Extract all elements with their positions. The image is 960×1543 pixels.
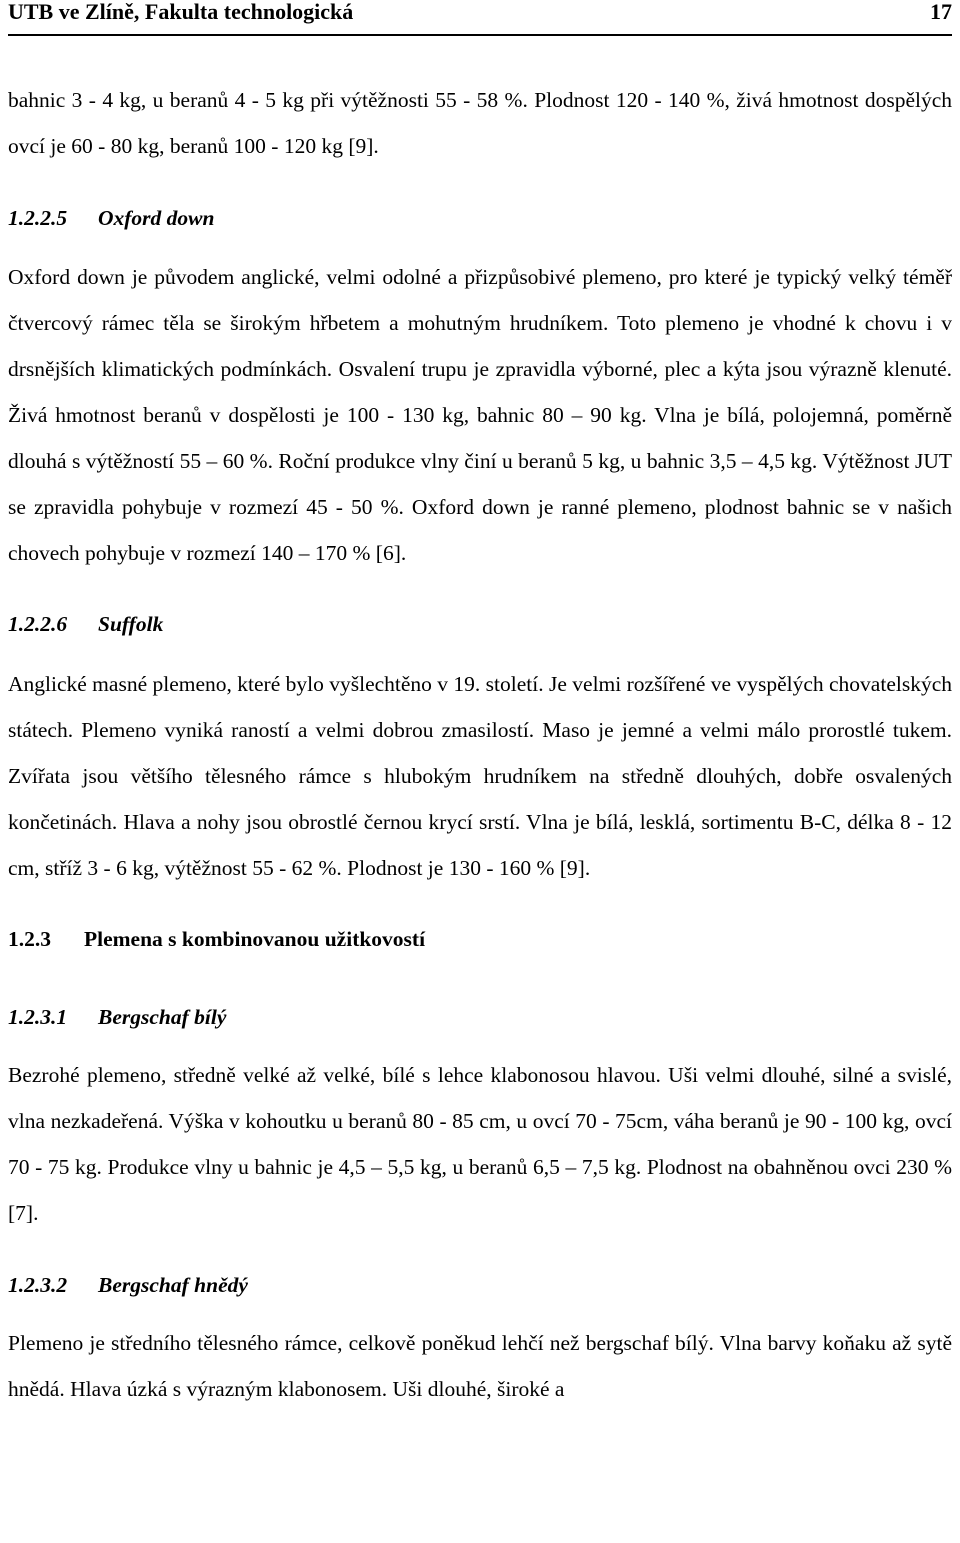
section-title: Plemena s kombinovanou užitkovostí bbox=[84, 927, 426, 951]
section-paragraph-bergschaf-bily: Bezrohé plemeno, středně velké až velké, bílé s lehce klabonosou hlavou. Uši velmi dlouhé, silné a svislé, vlna nezkadeřená. Výška v kohoutku u beranů 80 - 85 cm, u ovcí 70 - 75cm, váha beranů je 90 - 100 kg, ovcí 70 - 75 kg. Produkce vlny u bahnic je 4,5 – 5,5 kg, u beranů 6,5 – 7,5 kg. Plodnost na obahněnou ovci 230 % [7]. bbox=[8, 1063, 952, 1225]
header-title: UTB ve Zlíně, Fakulta technologická bbox=[8, 0, 354, 24]
section-number: 1.2.3 bbox=[8, 927, 51, 951]
section-paragraph-oxford-down: Oxford down je původem anglické, velmi odolné a přizpůsobivé plemeno, pro které je typický velký téměř čtvercový rámec těla se širokým hřbetem a mohutným hrudníkem. Toto plemeno je vhodné k chovu i v drsnějších klimatických podmínkách. Osvalení trupu je zpravidla výborné, plec a kýta jsou výrazně klenuté. Živá hmotnost beranů v dospělosti je 100 - 130 kg, bahnic 80 – 90 kg. Vlna je bílá, polojemná, poměrně dlouhá s výtěžností 55 – 60 %. Roční produkce vlny činí u beranů 5 kg, u bahnic 3,5 – 4,5 kg. Výtěžnost JUT se zpravidla pohybuje v rozmezí 45 - 50 %. Oxford down je ranné plemeno, plodnost bahnic se v našich chovech pohybuje v rozmezí 140 – 170 % [6]. bbox=[8, 265, 952, 565]
page-number: 17 bbox=[930, 0, 952, 24]
section-heading-suffolk bbox=[8, 611, 952, 637]
section-title: Bergschaf bílý bbox=[98, 1005, 227, 1029]
section-number: 1.2.3.2 bbox=[8, 1273, 68, 1297]
section-number: 1.2.2.6 bbox=[8, 612, 68, 636]
section-title: Oxford down bbox=[98, 206, 215, 230]
running-header bbox=[8, 0, 952, 36]
section-paragraph-suffolk: Anglické masné plemeno, které bylo vyšlechtěno v 19. století. Je velmi rozšířené ve vyspělých chovatelských státech. Plemeno vyniká raností a velmi dobrou zmasilostí. Maso je jemné a velmi málo prorostlé tukem. Zvířata jsou většího tělesného rámce s hlubokým hrudníkem na středně dlouhých, dobře osvalených končetinách. Hlava a nohy jsou obrostlé černou krycí srstí. Vlna je bílá, lesklá, sortimentu B-C, délka 8 - 12 cm, stříž 3 - 6 kg, výtěžnost 55 - 62 %. Plodnost je 130 - 160 % [9]. bbox=[8, 672, 952, 880]
section-heading-bergschaf-hnedy bbox=[8, 1272, 952, 1298]
section-paragraph-bergschaf-hnedy: Plemeno je středního tělesného rámce, celkově poněkud lehčí než bergschaf bílý. Vlna barvy koňaku až sytě hnědá. Hlava úzká s výrazným klabonosem. Uši dlouhé, široké a bbox=[8, 1331, 952, 1401]
section-title: Bergschaf hnědý bbox=[98, 1273, 248, 1297]
section-heading-bergschaf-bily bbox=[8, 1004, 952, 1030]
section-title: Suffolk bbox=[98, 612, 164, 636]
section-number: 1.2.2.5 bbox=[8, 206, 68, 230]
section-heading-oxford-down bbox=[8, 205, 952, 231]
intro-paragraph: bahnic 3 - 4 kg, u beranů 4 - 5 kg při výtěžnosti 55 - 58 %. Plodnost 120 - 140 %, živá hmotnost dospělých ovcí je 60 - 80 kg, beranů 100 - 120 kg [9]. bbox=[8, 88, 952, 158]
section-heading-combined-breeds bbox=[8, 926, 952, 952]
document-page bbox=[8, 0, 952, 1412]
section-number: 1.2.3.1 bbox=[8, 1005, 68, 1029]
